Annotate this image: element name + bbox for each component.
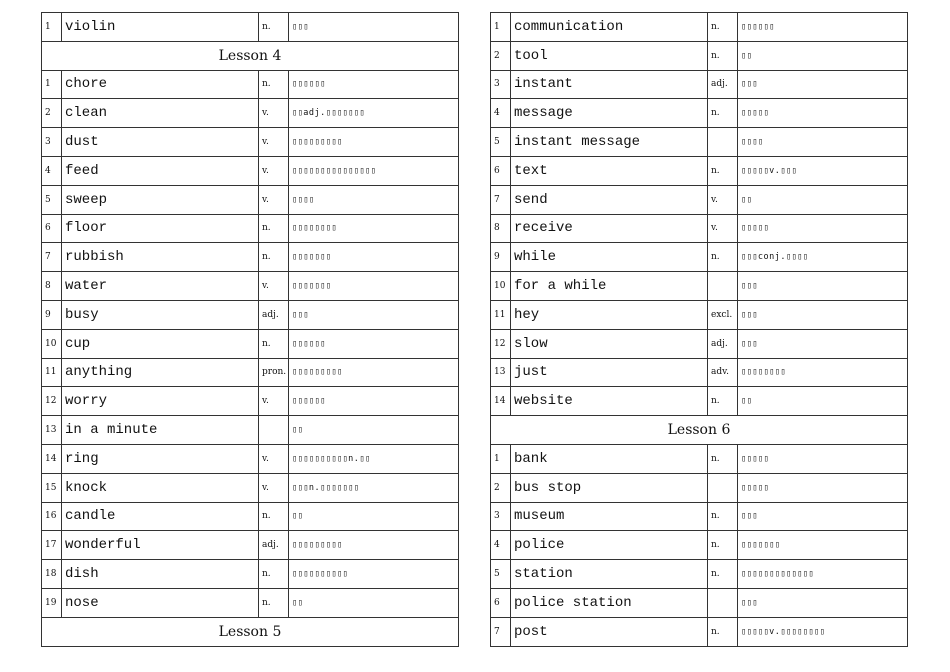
part-of-speech: n. <box>708 502 738 531</box>
entry-number: 12 <box>42 387 62 416</box>
entry-definition: ▯▯▯▯▯▯ <box>289 329 459 358</box>
vocab-row <box>491 185 908 214</box>
entry-definition: ▯▯▯▯▯▯▯▯ <box>738 358 908 387</box>
entry-definition: ▯▯▯ <box>738 588 908 617</box>
part-of-speech: v. <box>259 128 289 157</box>
part-of-speech: v. <box>259 387 289 416</box>
entry-number: 4 <box>491 99 511 128</box>
entry-definition: ▯▯ <box>738 185 908 214</box>
part-of-speech: adv. <box>708 358 738 387</box>
part-of-speech: n. <box>708 41 738 70</box>
vocab-row <box>42 214 459 243</box>
entry-definition: ▯▯ <box>289 588 459 617</box>
entry-number: 4 <box>42 156 62 185</box>
entry-word: bank <box>511 444 708 473</box>
vocab-row <box>491 243 908 272</box>
entry-word: rubbish <box>62 243 259 272</box>
entry-definition: ▯▯▯ <box>738 300 908 329</box>
entry-number: 10 <box>42 329 62 358</box>
entry-number: 13 <box>42 416 62 445</box>
entry-definition: ▯▯▯▯▯▯▯▯▯▯n.▯▯ <box>289 444 459 473</box>
entry-number: 5 <box>42 185 62 214</box>
entry-definition: ▯▯▯▯▯ <box>738 99 908 128</box>
part-of-speech: adj. <box>708 329 738 358</box>
entry-definition: ▯▯▯▯▯▯ <box>289 387 459 416</box>
entry-word: museum <box>511 502 708 531</box>
entry-word: nose <box>62 588 259 617</box>
entry-word: hey <box>511 300 708 329</box>
entry-number: 6 <box>491 156 511 185</box>
vocab-row <box>42 99 459 128</box>
entry-word: station <box>511 560 708 589</box>
vocab-row <box>491 272 908 301</box>
entry-word: wonderful <box>62 531 259 560</box>
entry-word: for a while <box>511 272 708 301</box>
vocab-row <box>491 588 908 617</box>
entry-number: 18 <box>42 560 62 589</box>
entry-definition: ▯▯▯▯▯ <box>738 473 908 502</box>
entry-number: 2 <box>491 41 511 70</box>
vocab-row <box>42 128 459 157</box>
part-of-speech: v. <box>259 185 289 214</box>
vocab-row <box>42 416 459 445</box>
lesson-header-row <box>42 617 459 646</box>
vocab-row <box>42 156 459 185</box>
entry-definition: ▯▯▯ <box>738 329 908 358</box>
vocab-row <box>42 185 459 214</box>
entry-number: 11 <box>491 300 511 329</box>
entry-number: 6 <box>42 214 62 243</box>
entry-word: communication <box>511 13 708 42</box>
entry-number: 7 <box>491 617 511 646</box>
entry-word: water <box>62 272 259 301</box>
entry-number: 1 <box>491 444 511 473</box>
entry-number: 10 <box>491 272 511 301</box>
entry-definition: ▯▯▯▯▯▯▯ <box>289 272 459 301</box>
entry-number: 5 <box>491 128 511 157</box>
part-of-speech: n. <box>259 13 289 42</box>
vocab-row <box>491 70 908 99</box>
entry-definition: ▯▯▯ <box>289 300 459 329</box>
entry-word: bus stop <box>511 473 708 502</box>
entry-number: 2 <box>491 473 511 502</box>
entry-number: 11 <box>42 358 62 387</box>
entry-word: website <box>511 387 708 416</box>
entry-number: 1 <box>42 70 62 99</box>
entry-word: candle <box>62 502 259 531</box>
entry-definition: ▯▯▯▯▯v.▯▯▯ <box>738 156 908 185</box>
vocab-row <box>491 444 908 473</box>
vocab-row <box>491 560 908 589</box>
vocab-row <box>42 560 459 589</box>
entry-word: ring <box>62 444 259 473</box>
entry-number: 12 <box>491 329 511 358</box>
entry-number: 15 <box>42 473 62 502</box>
entry-definition: ▯▯▯ <box>738 502 908 531</box>
part-of-speech: n. <box>708 156 738 185</box>
vocab-row <box>42 329 459 358</box>
entry-number: 4 <box>491 531 511 560</box>
vocab-row <box>491 473 908 502</box>
entry-number: 7 <box>42 243 62 272</box>
vocab-row <box>491 617 908 646</box>
entry-number: 16 <box>42 502 62 531</box>
part-of-speech: adj. <box>259 531 289 560</box>
vocab-row <box>42 300 459 329</box>
part-of-speech: v. <box>708 214 738 243</box>
lesson-header-row <box>491 416 908 445</box>
entry-definition: ▯▯▯▯▯ <box>738 214 908 243</box>
entry-definition: ▯▯▯▯▯▯▯▯▯▯ <box>289 560 459 589</box>
vocab-row <box>491 531 908 560</box>
part-of-speech: n. <box>259 560 289 589</box>
vocab-row <box>42 272 459 301</box>
entry-definition: ▯▯▯▯▯▯▯▯▯▯▯▯▯▯▯ <box>289 156 459 185</box>
entry-word: police <box>511 531 708 560</box>
entry-number: 7 <box>491 185 511 214</box>
entry-word: busy <box>62 300 259 329</box>
entry-definition: ▯▯▯▯▯▯▯▯▯ <box>289 358 459 387</box>
part-of-speech: v. <box>259 473 289 502</box>
part-of-speech: n. <box>259 70 289 99</box>
part-of-speech <box>708 473 738 502</box>
part-of-speech: n. <box>708 617 738 646</box>
entry-definition: ▯▯▯▯▯▯▯▯▯ <box>289 531 459 560</box>
vocab-row <box>42 502 459 531</box>
entry-number: 5 <box>491 560 511 589</box>
vocab-row <box>491 300 908 329</box>
lesson-header-row <box>42 41 459 70</box>
entry-number: 3 <box>491 70 511 99</box>
entry-word: floor <box>62 214 259 243</box>
entry-definition: ▯▯▯▯▯▯▯▯ <box>289 214 459 243</box>
entry-word: just <box>511 358 708 387</box>
entry-number: 19 <box>42 588 62 617</box>
entry-definition: ▯▯▯n.▯▯▯▯▯▯▯ <box>289 473 459 502</box>
part-of-speech: excl. <box>708 300 738 329</box>
part-of-speech <box>708 128 738 157</box>
entry-definition: ▯▯▯▯▯▯▯ <box>289 243 459 272</box>
entry-number: 17 <box>42 531 62 560</box>
vocab-row <box>491 156 908 185</box>
entry-definition: ▯▯▯conj.▯▯▯▯ <box>738 243 908 272</box>
part-of-speech: n. <box>708 387 738 416</box>
entry-word: police station <box>511 588 708 617</box>
entry-word: receive <box>511 214 708 243</box>
entry-word: dust <box>62 128 259 157</box>
entry-definition: ▯▯ <box>289 502 459 531</box>
part-of-speech: adj. <box>708 70 738 99</box>
entry-word: while <box>511 243 708 272</box>
entry-number: 3 <box>491 502 511 531</box>
vocab-row <box>42 387 459 416</box>
vocab-row <box>491 13 908 42</box>
entry-number: 1 <box>491 13 511 42</box>
part-of-speech <box>708 588 738 617</box>
entry-definition: ▯▯▯▯▯▯▯▯▯ <box>289 128 459 157</box>
part-of-speech: n. <box>708 444 738 473</box>
part-of-speech: n. <box>708 13 738 42</box>
part-of-speech: n. <box>708 243 738 272</box>
entry-definition: ▯▯ <box>738 387 908 416</box>
entry-word: text <box>511 156 708 185</box>
vocab-row <box>42 13 459 42</box>
part-of-speech: n. <box>259 243 289 272</box>
entry-word: tool <box>511 41 708 70</box>
entry-definition: ▯▯▯▯▯▯ <box>738 13 908 42</box>
entry-number: 8 <box>491 214 511 243</box>
lesson-title: Lesson 6 <box>491 416 908 445</box>
entry-word: in a minute <box>62 416 259 445</box>
entry-word: message <box>511 99 708 128</box>
entry-definition: ▯▯▯▯▯ <box>738 444 908 473</box>
part-of-speech: v. <box>259 444 289 473</box>
entry-definition: ▯▯▯▯▯v.▯▯▯▯▯▯▯▯ <box>738 617 908 646</box>
vocab-row <box>42 444 459 473</box>
part-of-speech: n. <box>708 531 738 560</box>
part-of-speech: n. <box>259 588 289 617</box>
entry-number: 1 <box>42 13 62 42</box>
entry-definition: ▯▯ <box>738 41 908 70</box>
vocab-row <box>491 128 908 157</box>
vocab-row <box>491 214 908 243</box>
part-of-speech: n. <box>708 560 738 589</box>
entry-word: knock <box>62 473 259 502</box>
entry-definition: ▯▯▯ <box>738 272 908 301</box>
entry-number: 9 <box>491 243 511 272</box>
part-of-speech: v. <box>259 156 289 185</box>
entry-word: cup <box>62 329 259 358</box>
part-of-speech: n. <box>259 214 289 243</box>
entry-number: 2 <box>42 99 62 128</box>
vocab-table-right <box>490 12 908 647</box>
entry-number: 14 <box>42 444 62 473</box>
entry-word: worry <box>62 387 259 416</box>
part-of-speech: v. <box>259 99 289 128</box>
vocab-row <box>491 358 908 387</box>
entry-definition: ▯▯▯▯▯▯ <box>289 70 459 99</box>
entry-word: instant message <box>511 128 708 157</box>
entry-definition: ▯▯▯▯ <box>738 128 908 157</box>
entry-word: feed <box>62 156 259 185</box>
entry-number: 3 <box>42 128 62 157</box>
part-of-speech: n. <box>708 99 738 128</box>
part-of-speech: n. <box>259 502 289 531</box>
vocab-row <box>491 502 908 531</box>
entry-word: slow <box>511 329 708 358</box>
vocab-row <box>42 473 459 502</box>
vocab-table-left <box>41 12 459 647</box>
entry-definition: ▯▯▯▯▯▯▯▯▯▯▯▯▯ <box>738 560 908 589</box>
entry-word: sweep <box>62 185 259 214</box>
vocab-row <box>42 243 459 272</box>
vocab-row <box>491 329 908 358</box>
vocab-row <box>491 41 908 70</box>
entry-definition: ▯▯ <box>289 416 459 445</box>
entry-number: 6 <box>491 588 511 617</box>
entry-word: anything <box>62 358 259 387</box>
entry-word: dish <box>62 560 259 589</box>
part-of-speech: adj. <box>259 300 289 329</box>
lesson-title: Lesson 5 <box>42 617 459 646</box>
entry-definition: ▯▯▯▯ <box>289 185 459 214</box>
entry-definition: ▯▯▯▯▯▯▯ <box>738 531 908 560</box>
part-of-speech: pron. <box>259 358 289 387</box>
entry-number: 13 <box>491 358 511 387</box>
vocab-row <box>42 588 459 617</box>
vocab-row <box>42 531 459 560</box>
vocab-row <box>42 70 459 99</box>
part-of-speech: v. <box>259 272 289 301</box>
entry-word: send <box>511 185 708 214</box>
entry-definition: ▯▯adj.▯▯▯▯▯▯▯ <box>289 99 459 128</box>
entry-definition: ▯▯▯ <box>738 70 908 99</box>
entry-word: clean <box>62 99 259 128</box>
part-of-speech <box>259 416 289 445</box>
entry-number: 8 <box>42 272 62 301</box>
entry-word: post <box>511 617 708 646</box>
part-of-speech: n. <box>259 329 289 358</box>
entry-number: 9 <box>42 300 62 329</box>
entry-word: violin <box>62 13 259 42</box>
entry-word: chore <box>62 70 259 99</box>
vocab-row <box>42 358 459 387</box>
vocab-row <box>491 99 908 128</box>
part-of-speech <box>708 272 738 301</box>
vocab-row <box>491 387 908 416</box>
entry-word: instant <box>511 70 708 99</box>
entry-number: 14 <box>491 387 511 416</box>
lesson-title: Lesson 4 <box>42 41 459 70</box>
entry-definition: ▯▯▯ <box>289 13 459 42</box>
part-of-speech: v. <box>708 185 738 214</box>
